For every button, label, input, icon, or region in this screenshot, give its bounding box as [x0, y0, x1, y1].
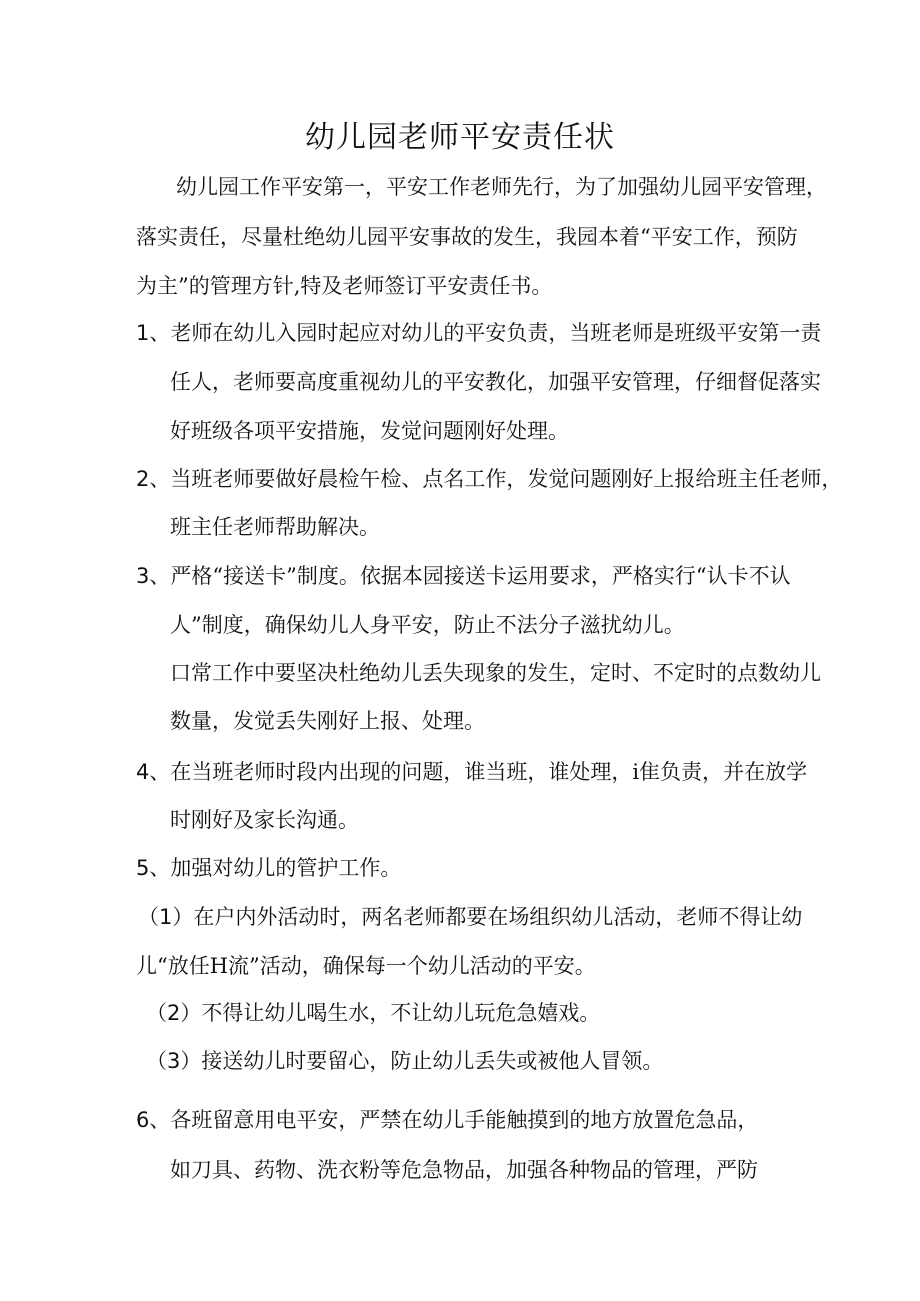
item-4-line-2: 时刚好及家长沟通。	[170, 808, 359, 832]
item-5-sub-1-line-1	[138, 902, 802, 932]
item-2-line-1	[136, 464, 842, 494]
item-5-text: 加强对幼儿的管护工作。	[170, 856, 402, 880]
item-4-line-1	[136, 757, 807, 787]
item-1-text: 老师在幼儿入园时起应对幼儿的平安负责，当班老师是班级平安第一责	[170, 321, 822, 345]
item-3-line-2: 人”制度，确保幼儿人身平安，防止不法分子滋扰幼儿。	[170, 613, 685, 637]
intro-line-1: 幼儿园工作平安第一，平安工作老师先行，为了加强幼儿园平安管理，	[176, 175, 827, 199]
item-6-text: 各班留意用电平安，严禁在幼儿手能触摸到的地方放置危急品，	[170, 1108, 759, 1132]
item-5-sub-3-line-1	[146, 1046, 663, 1076]
item-3-line-1	[136, 561, 791, 591]
item-5-sub-2-number: （2）	[146, 1001, 202, 1025]
item-4-text: 在当班老师时段内出现的问题，谁当班，谁处理，i隹负责，并在放学	[170, 760, 808, 784]
item-1-line-3: 好班级各项平安措施，发觉问题刚好处理。	[170, 419, 569, 443]
item-1-line-1	[136, 318, 821, 348]
item-3-number: 3、	[136, 564, 171, 588]
item-5-sub-1-text: 在户内外活动时，两名老师都要在场组织幼儿活动，老师不得让幼	[193, 905, 803, 929]
intro-line-2: 落实责任，尽量杜绝幼儿园平安事故的发生，我园本着“平安工作，预防	[136, 225, 798, 249]
document-title: 幼儿园老师平安责任状	[305, 120, 615, 155]
item-5-sub-2-line-1	[146, 998, 600, 1028]
item-2-text: 当班老师要做好晨检午检、点名工作，发觉问题刚好上报给班主任老师，	[170, 467, 843, 491]
item-5-line-1	[136, 853, 401, 883]
item-5-sub-3-number: （3）	[146, 1049, 202, 1073]
item-5-sub-1-number: （1）	[138, 905, 194, 929]
item-3-line-4: 数量，发觉丢失刚好上报、处理。	[170, 709, 485, 733]
item-6-line-1	[136, 1105, 758, 1135]
item-6-number: 6、	[136, 1108, 171, 1132]
item-5-sub-1-line-2: 儿“放任H流”活动，确保每一个幼儿活动的平安。	[136, 954, 596, 978]
item-6-line-2: 如刀具、药物、洗衣粉等危急物品，加强各种物品的管理，严防	[170, 1158, 758, 1182]
item-2-number: 2、	[136, 467, 171, 491]
item-5-sub-2-text: 不得让幼儿喝生水，不让幼儿玩危急嬉戏。	[201, 1001, 601, 1025]
intro-line-3: 为主”的管理方针,特及老师签订平安责任书。	[136, 274, 553, 298]
item-2-line-2: 班主任老师帮助解决。	[170, 515, 380, 539]
item-5-sub-3-text: 接送幼儿时要留心，防止幼儿丢失或被他人冒领。	[201, 1049, 664, 1073]
item-3-line-3: 口常工作中要坚决杜绝幼儿丢失现象的发生，定时、不定时的点数幼儿	[170, 661, 821, 685]
item-1-number: 1、	[136, 321, 171, 345]
item-3-text: 严格“接送卡”制度。依据本园接送卡运用要求，严格实行“认卡不认	[170, 564, 791, 588]
item-1-line-2: 任人，老师要高度重视幼儿的平安教化，加强平安管理，仔细督促落实	[170, 370, 821, 394]
item-5-number: 5、	[136, 856, 171, 880]
item-4-number: 4、	[136, 760, 171, 784]
